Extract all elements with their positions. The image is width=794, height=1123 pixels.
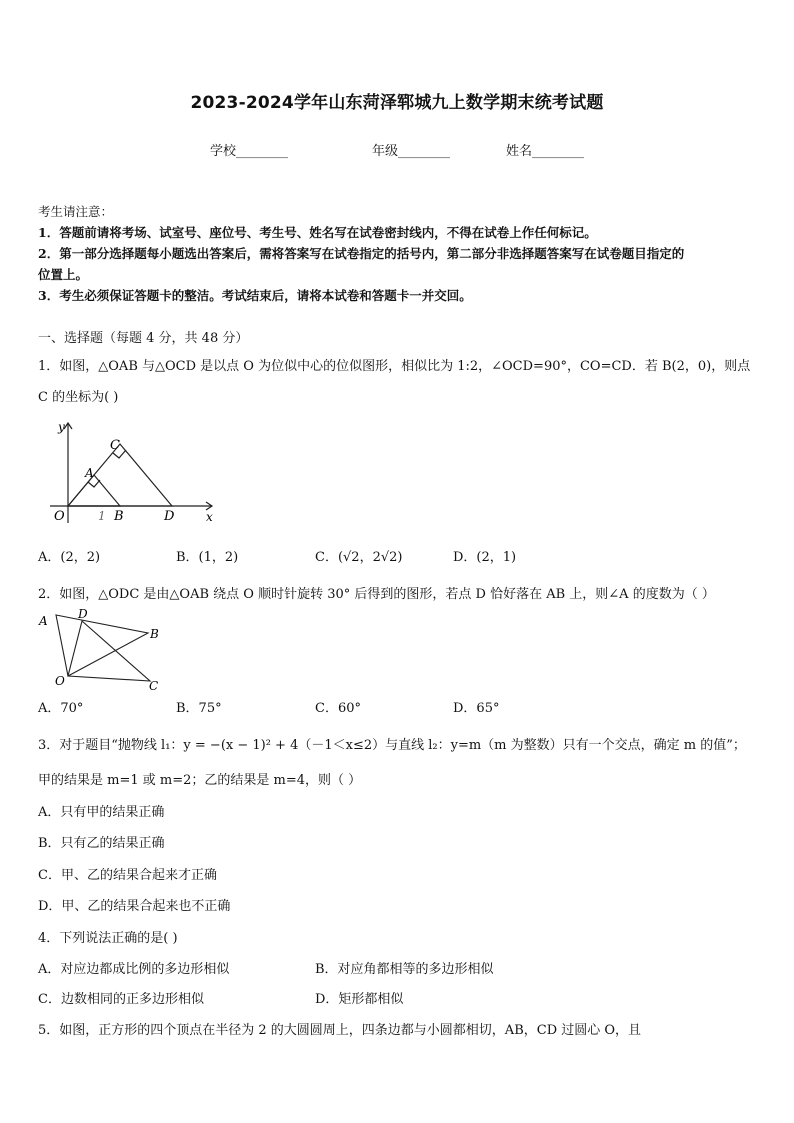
label-c: C [110, 438, 120, 453]
question-3-option-b: B．只有乙的结果正确 [38, 836, 165, 851]
question-2-option-b: B．75° [176, 701, 222, 716]
note-item: 位置上。 [38, 267, 89, 282]
question-4-option-a: A．对应边都成比例的多边形相似 [38, 962, 230, 977]
question-4-text: 4．下列说法正确的是( ) [38, 931, 178, 946]
candidate-notes [38, 201, 758, 306]
label-a: A [85, 466, 94, 480]
question-1-option-c: C．(√2，2√2) [315, 550, 403, 565]
school-field: 学校________ [210, 144, 289, 159]
question-1-option-a: A．(2，2) [38, 550, 101, 565]
label-b: B [150, 627, 159, 641]
exam-title: 2023-2024学年山东菏泽郓城九上数学期末统考试题 [190, 93, 604, 113]
question-3-text-cont: 甲的结果是 m=1 或 m=2；乙的结果是 m=4，则（ ） [38, 773, 362, 788]
section-heading: 一、选择题（每题 4 分，共 48 分） [38, 331, 249, 346]
question-1-text-cont: C 的坐标为( ) [38, 390, 119, 405]
note-item: 3．考生必须保证答题卡的整洁。考试结束后，请将本试卷和答题卡一并交回。 [38, 288, 472, 303]
name-field: 姓名________ [506, 144, 585, 159]
question-2-text: 2．如图，△ODC 是由△OAB 绕点 O 顺时针旋转 30° 后得到的图形，若点 D 恰好落在 AB 上，则∠A 的度数为（ ） [38, 587, 715, 602]
triangle-oab [68, 475, 120, 506]
right-angle-mark-a [88, 480, 100, 487]
question-5-text: 5．如图，正方形的四个顶点在半径为 2 的大圆圆周上，四条边都与小圆都相切，AB，CD 过圆心 O，且 [38, 1023, 642, 1038]
question-2-option-a: A．70° [38, 701, 84, 716]
label-c: C [149, 679, 159, 693]
label-x: x [206, 510, 213, 524]
question-2-figure [36, 605, 171, 693]
question-1-option-b: B．(1，2) [176, 550, 239, 565]
grade-field: 年级________ [372, 144, 451, 159]
question-1-figure [40, 415, 225, 530]
question-4-option-c: C．边数相同的正多边形相似 [38, 992, 204, 1007]
question-3-text: 3．对于题目“抛物线 l₁：y = −(x − 1)² + 4（－1＜x≤2）与直线 l₂：y=m（m 为整数）只有一个交点，确定 m 的值”； [38, 738, 746, 753]
label-o: O [54, 509, 65, 524]
triangle-odc [68, 621, 150, 681]
label-y: y [58, 420, 65, 434]
question-1-text: 1．如图，△OAB 与△OCD 是以点 O 为位似中心的位似图形，相似比为 1:2，∠OCD=90°，CO=CD．若 B(2，0)，则点 [38, 359, 751, 374]
note-item: 2．第一部分选择题每小题选出答案后，需将答案写在试卷指定的括号内，第二部分非选择题答案写在试卷题目指定的 [38, 246, 685, 261]
question-3-option-c: C．甲、乙的结果合起来才正确 [38, 868, 217, 883]
question-2-option-d: D．65° [453, 701, 500, 716]
question-2-option-c: C．60° [315, 701, 361, 716]
label-one: 1 [98, 509, 106, 523]
note-item: 1．答题前请将考场、试室号、座位号、考生号、姓名写在试卷密封线内，不得在试卷上作任何标记。 [38, 225, 597, 240]
question-4-option-d: D．矩形都相似 [315, 992, 404, 1007]
question-1-option-d: D．(2，1) [453, 550, 517, 565]
label-o: O [55, 674, 65, 688]
question-4-option-b: B．对应角都相等的多边形相似 [315, 962, 494, 977]
question-3-option-d: D．甲、乙的结果合起来也不正确 [38, 899, 231, 914]
notes-heading: 考生请注意： [38, 204, 114, 219]
label-d: D [164, 509, 175, 524]
label-a: A [39, 614, 48, 628]
label-b: B [114, 509, 124, 524]
triangle-ocd [68, 444, 172, 506]
question-3-option-a: A．只有甲的结果正确 [38, 805, 165, 820]
label-d: D [78, 607, 88, 621]
